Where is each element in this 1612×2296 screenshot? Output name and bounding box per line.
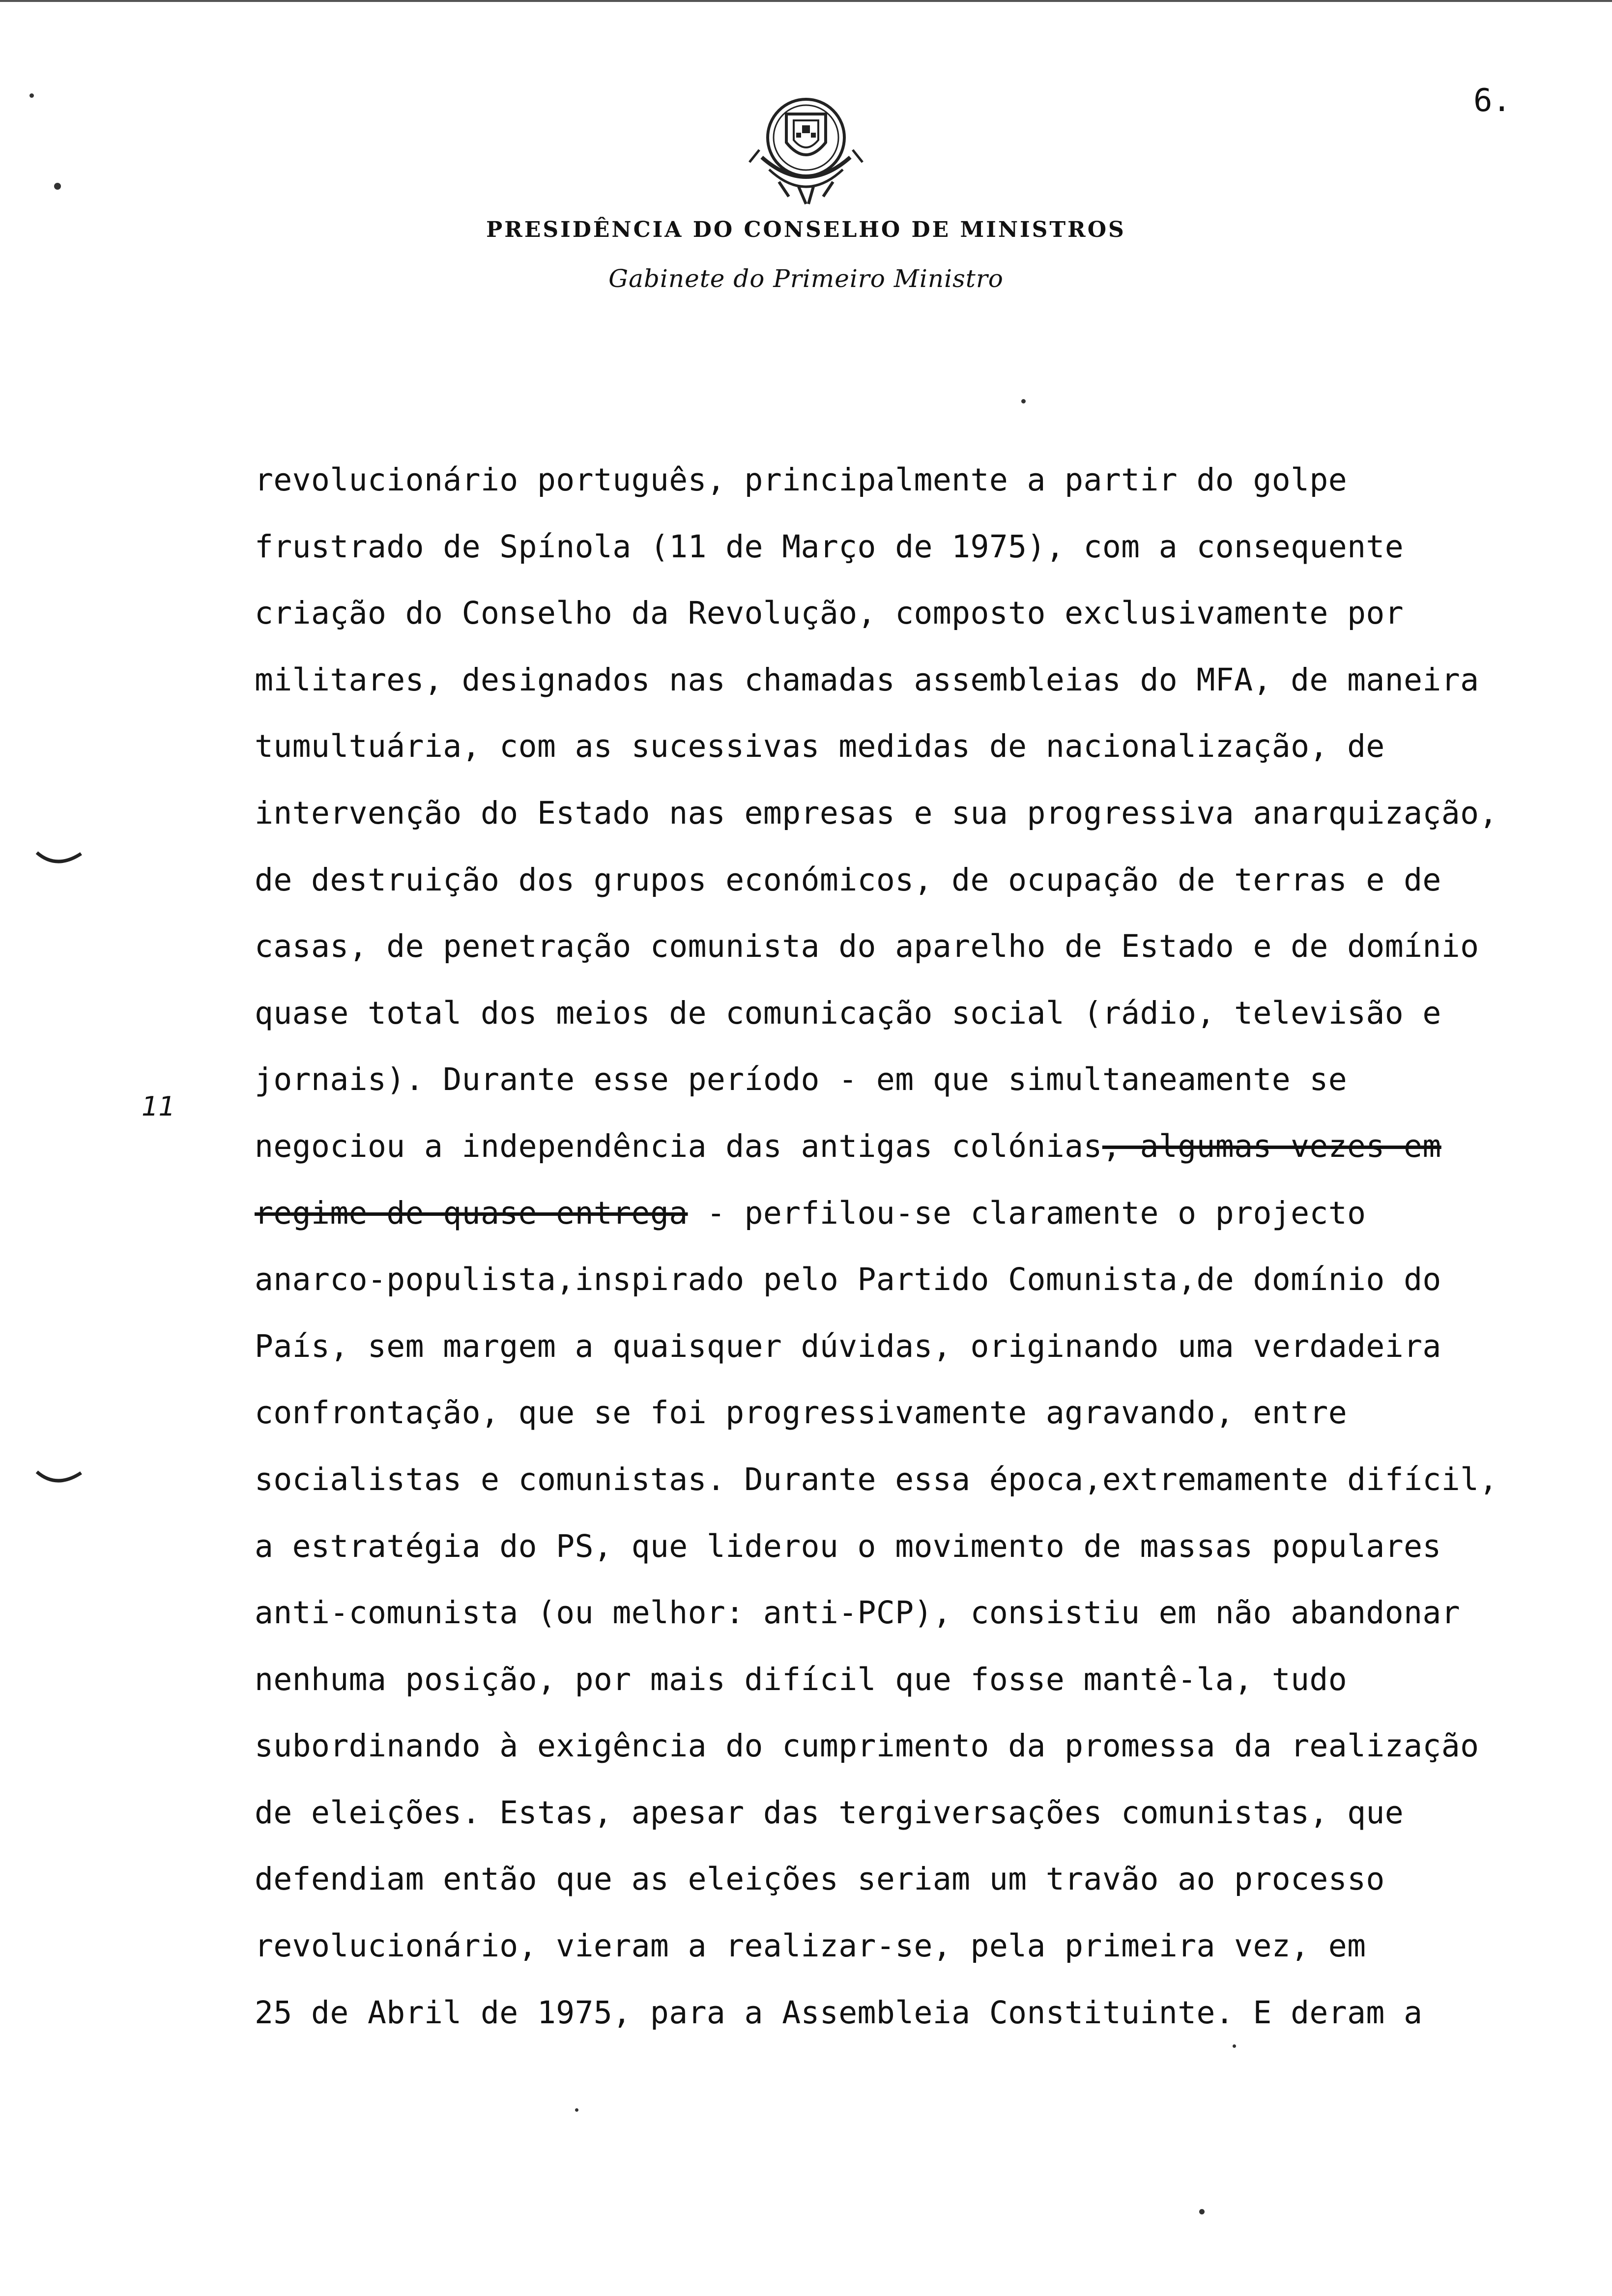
body-line-with-strike (255, 1124, 1611, 1191)
margin-note: 11 (142, 1091, 175, 1122)
struck-text: regime de quase entrega (255, 1195, 688, 1231)
coat-of-arms-emblem (740, 84, 872, 216)
body-line: defendiam então que as eleições seriam um travão ao processo (255, 1861, 1385, 1897)
body-line: de destruição dos grupos económicos, de ocupação de terras e de (255, 861, 1441, 898)
body-line: socialistas e comunistas. Durante essa época,extremamente difícil, (255, 1461, 1498, 1497)
body-line-text: negociou a independência das antigas colónias (255, 1128, 1102, 1164)
body-line: a estratégia do PS, que liderou o movimento de massas populares (255, 1528, 1441, 1564)
body-line: anti-comunista (ou melhor: anti-PCP), consistiu em não abandonar (255, 1595, 1461, 1631)
body-line: País, sem margem a quaisquer dúvidas, originando uma verdadeira (255, 1328, 1441, 1364)
body-line: casas, de penetração comunista do aparelho de Estado e de domínio (255, 928, 1479, 965)
body-line: militares, designados nas chamadas assembleias do MFA, de maneira (255, 661, 1479, 698)
body-line: tumultuária, com as sucessivas medidas de nacionalização, de (255, 728, 1385, 765)
scan-speck (1199, 2209, 1205, 2214)
body-line: criação do Conselho da Revolução, composto exclusivamente por (255, 595, 1404, 631)
body-line-text: - perfilou-se claramente o projecto (688, 1195, 1366, 1231)
body-line: de eleições. Estas, apesar das tergiversações comunistas, que (255, 1794, 1404, 1831)
body-line: anarco-populista,inspirado pelo Partido Comunista,de domínio do (255, 1262, 1441, 1298)
body-line: 25 de Abril de 1975, para a Assembleia Constituinte. E deram a (255, 1994, 1423, 2031)
body-line: jornais). Durante esse período - em que simultaneamente se (255, 1062, 1348, 1098)
body-text (255, 458, 1611, 2057)
header-cabinet: Gabinete do Primeiro Ministro (608, 264, 1004, 293)
body-line: revolucionário português, principalmente a partir do golpe (255, 462, 1348, 498)
body-line-with-strike (255, 1191, 1611, 1258)
page-number: 6. (1473, 83, 1512, 119)
struck-text: , algumas vezes em (1102, 1128, 1441, 1164)
header-organization: PRESIDÊNCIA DO CONSELHO DE MINISTROS (486, 217, 1126, 242)
top-edge-rule (0, 0, 1612, 2)
body-line: confrontação, que se foi progressivamente agravando, entre (255, 1395, 1348, 1431)
body-line: frustrado de Spínola (11 de Março de 1975), com a consequente (255, 528, 1404, 565)
scan-speck (1021, 399, 1026, 403)
body-line: subordinando à exigência do cumprimento da promessa da realização (255, 1728, 1479, 1764)
scan-speck (54, 183, 61, 190)
scan-speck (29, 93, 34, 98)
margin-bracket-mark (34, 1467, 84, 1496)
margin-bracket-mark (34, 848, 84, 877)
body-line: quase total dos meios de comunicação social (rádio, televisão e (255, 995, 1441, 1031)
body-line: nenhuma posição, por mais difícil que fosse mantê-la, tudo (255, 1661, 1348, 1697)
body-line: revolucionário, vieram a realizar-se, pela primeira vez, em (255, 1928, 1366, 1964)
scan-speck (575, 2108, 578, 2112)
body-line: intervenção do Estado nas empresas e sua progressiva anarquização, (255, 795, 1498, 831)
